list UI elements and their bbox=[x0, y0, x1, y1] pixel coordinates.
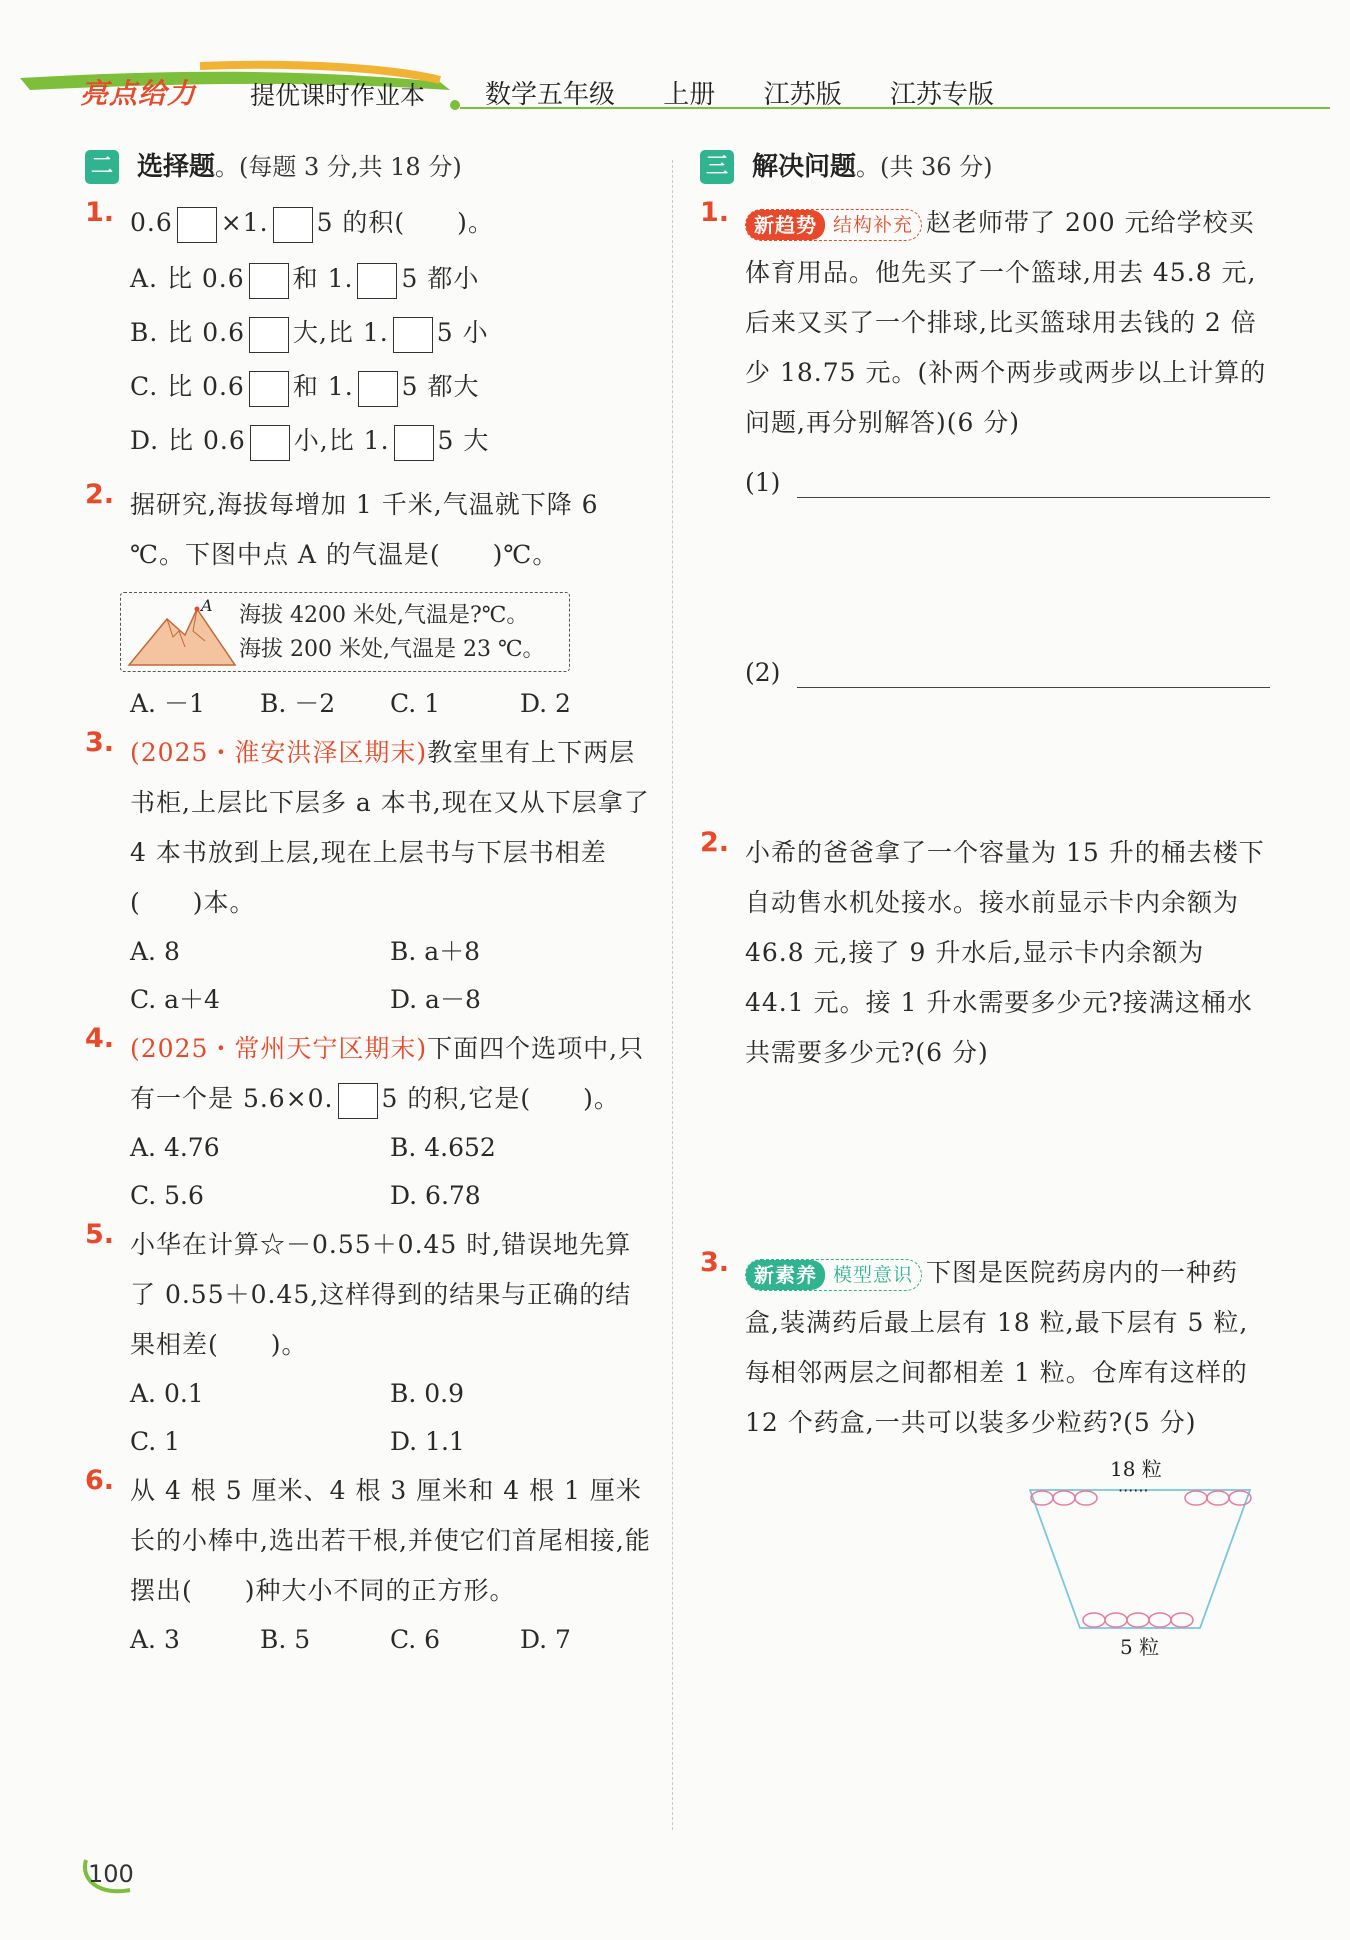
stem-part: ×1. bbox=[220, 208, 269, 237]
answer-label: (1) bbox=[745, 468, 781, 497]
bottom-pills bbox=[1083, 1613, 1193, 1627]
question-number: 2. bbox=[700, 827, 730, 858]
solve-question-3 bbox=[700, 1248, 1270, 1665]
stem-text: 下面四个选项中,只有一个是 5.6×0. bbox=[130, 1034, 645, 1113]
option-a[interactable]: A. －1 bbox=[130, 689, 205, 718]
option-a[interactable]: A. 3 bbox=[130, 1625, 180, 1654]
option-b bbox=[130, 308, 655, 358]
option-text: 和 1. bbox=[292, 264, 354, 293]
question-1 bbox=[85, 198, 655, 466]
meta-special: 江苏专版 bbox=[889, 80, 994, 110]
blank-box[interactable] bbox=[249, 371, 289, 407]
option-row bbox=[130, 1418, 655, 1466]
answer-rule[interactable] bbox=[797, 468, 1270, 498]
question-stem bbox=[745, 198, 1270, 448]
point-a-label: A bbox=[201, 597, 213, 615]
option-a[interactable]: A. 0.1 bbox=[130, 1379, 204, 1408]
question-6 bbox=[85, 1466, 655, 1664]
header-meta bbox=[485, 74, 1024, 111]
mountain-icon bbox=[127, 597, 237, 669]
stem-text: 5 的积,它是( )。 bbox=[381, 1084, 620, 1113]
option-text: C. 比 0.6 bbox=[130, 372, 245, 401]
mountain-figure bbox=[120, 592, 570, 672]
stem-part: 0.6 bbox=[130, 208, 173, 237]
left-column bbox=[85, 150, 655, 1664]
question-number: 1. bbox=[700, 197, 730, 228]
blank-box[interactable] bbox=[249, 263, 289, 299]
meta-grade: 数学五年级 bbox=[485, 80, 616, 110]
answer-line-1 bbox=[745, 468, 1270, 498]
section-title-choice bbox=[85, 150, 655, 184]
option-a[interactable]: A. 8 bbox=[130, 937, 180, 966]
option-text: D. 比 0.6 bbox=[130, 426, 246, 455]
option-text: B. 比 0.6 bbox=[130, 318, 245, 347]
option-text: A. 比 0.6 bbox=[130, 264, 245, 293]
option-b[interactable]: B. －2 bbox=[260, 689, 336, 718]
option-d[interactable]: D. 1.1 bbox=[390, 1427, 465, 1456]
question-number: 3. bbox=[85, 727, 115, 758]
option-text: 5 都小 bbox=[401, 264, 480, 293]
option-d[interactable]: D. 2 bbox=[520, 689, 571, 718]
option-d[interactable]: D. 6.78 bbox=[390, 1181, 481, 1210]
question-number: 3. bbox=[700, 1247, 730, 1278]
pill-box-figure bbox=[1010, 1458, 1270, 1658]
page-number: 100 bbox=[88, 1860, 134, 1888]
source-note: (2025・常州天宁区期末) bbox=[130, 1034, 428, 1063]
answer-space[interactable] bbox=[745, 498, 1270, 638]
question-3 bbox=[85, 728, 655, 1024]
option-text: 5 都大 bbox=[401, 372, 480, 401]
figure-line-2: 海拔 200 米处,气温是 23 ℃。 bbox=[239, 637, 545, 662]
blank-box[interactable] bbox=[393, 317, 433, 353]
question-stem bbox=[130, 1024, 655, 1124]
question-2 bbox=[85, 480, 655, 728]
blank-box[interactable] bbox=[338, 1083, 378, 1119]
option-c[interactable]: C. 1 bbox=[130, 1427, 181, 1456]
question-stem bbox=[745, 1248, 1270, 1448]
blank-box[interactable] bbox=[394, 425, 434, 461]
question-number: 6. bbox=[85, 1465, 115, 1496]
question-number: 4. bbox=[85, 1023, 115, 1054]
option-row bbox=[130, 976, 655, 1024]
stem-text: 赵老师带了 200 元给学校买体育用品。他先买了一个篮球,用去 45.8 元,后来又买了一个排球,比买篮球用去钱的 2 倍少 18.75 元。(补两个两步或两步以上计算的问题,再分别解答)(6 分) bbox=[745, 208, 1267, 437]
option-c[interactable]: C. 5.6 bbox=[130, 1181, 204, 1210]
literacy-tag bbox=[745, 1259, 922, 1291]
stem-part: 5 的积( )。 bbox=[316, 208, 494, 237]
tag-sub: 结构补充 bbox=[833, 213, 914, 236]
option-row bbox=[130, 1124, 655, 1172]
meta-edition: 江苏版 bbox=[763, 80, 842, 110]
option-a[interactable]: A. 4.76 bbox=[130, 1133, 220, 1162]
option-row bbox=[130, 680, 655, 728]
page-header bbox=[0, 60, 1350, 120]
blank-box[interactable] bbox=[249, 317, 289, 353]
solve-question-2 bbox=[700, 828, 1270, 1078]
stem-text: 教室里有上下两层书柜,上层比下层多 a 本书,现在又从下层拿了 4 本书放到上层,现在上层书与下层书相差( )本。 bbox=[130, 738, 650, 917]
option-row bbox=[130, 928, 655, 976]
ellipsis-dots: ······ bbox=[1118, 1481, 1149, 1500]
section-heading: 选择题 bbox=[137, 152, 216, 182]
option-text: 小,比 1. bbox=[293, 426, 390, 455]
option-text: 大,比 1. bbox=[292, 318, 389, 347]
trapezoid-outline bbox=[1030, 1490, 1250, 1628]
option-c bbox=[130, 362, 655, 412]
trend-tag bbox=[745, 209, 922, 241]
section-badge: 三 bbox=[700, 150, 734, 184]
option-row bbox=[130, 1370, 655, 1418]
option-b[interactable]: B. a＋8 bbox=[390, 937, 481, 966]
figure-line-1: 海拔 4200 米处,气温是?℃。 bbox=[239, 603, 529, 628]
question-stem bbox=[130, 198, 655, 248]
option-c[interactable]: C. 1 bbox=[390, 689, 441, 718]
blank-box[interactable] bbox=[250, 425, 290, 461]
question-stem: 小希的爸爸拿了一个容量为 15 升的桶去楼下自动售水机处接水。接水前显示卡内余额为 46.8 元,接了 9 升水后,显示卡内余额为 44.1 元。接 1 升水需要多少元?接满这桶水共需要多少元?(6 分) bbox=[745, 838, 1265, 1067]
brand-logo-text: 亮点给力 bbox=[80, 77, 197, 110]
section-heading: 解决问题 bbox=[752, 152, 857, 182]
section-note: 。(每题 3 分,共 18 分) bbox=[215, 153, 462, 181]
question-stem: 小华在计算☆－0.55＋0.45 时,错误地先算了 0.55＋0.45,这样得到的结果与正确的结果相差( )。 bbox=[130, 1230, 632, 1359]
section-note: 。(共 36 分) bbox=[856, 153, 993, 181]
question-number: 5. bbox=[85, 1219, 115, 1250]
question-number: 1. bbox=[85, 197, 115, 228]
right-column bbox=[700, 150, 1270, 1665]
option-row bbox=[130, 1172, 655, 1220]
blank-box[interactable] bbox=[357, 263, 397, 299]
option-c[interactable]: C. a＋4 bbox=[130, 985, 220, 1014]
blank-box[interactable] bbox=[358, 371, 398, 407]
option-b[interactable]: B. 4.652 bbox=[390, 1133, 496, 1162]
answer-line-2 bbox=[745, 658, 1270, 688]
option-d[interactable]: D. a－8 bbox=[390, 985, 481, 1014]
question-4 bbox=[85, 1024, 655, 1220]
question-stem: 据研究,海拔每增加 1 千米,气温就下降 6 ℃。下图中点 A 的气温是( )℃。 bbox=[130, 490, 599, 569]
source-note: (2025・淮安洪泽区期末) bbox=[130, 738, 428, 767]
option-d[interactable]: D. 7 bbox=[520, 1625, 571, 1654]
option-a bbox=[130, 254, 655, 304]
option-row bbox=[130, 1616, 655, 1664]
meta-volume: 上册 bbox=[663, 80, 716, 110]
top-count-label: 18 粒 bbox=[1110, 1458, 1162, 1481]
column-divider bbox=[672, 160, 673, 1830]
bottom-count-label: 5 粒 bbox=[1120, 1635, 1160, 1658]
section-badge: 二 bbox=[85, 150, 119, 184]
tag-label: 新趋势 bbox=[746, 210, 825, 240]
solve-question-1 bbox=[700, 198, 1270, 688]
option-b[interactable]: B. 5 bbox=[260, 1625, 311, 1654]
answer-rule[interactable] bbox=[797, 658, 1270, 688]
section-title-solve bbox=[700, 150, 1270, 184]
option-b[interactable]: B. 0.9 bbox=[390, 1379, 465, 1408]
stem-text: 下图是医院药房内的一种药盒,装满药后最上层有 18 粒,最下层有 5 粒,每相邻两层之间都相差 1 粒。仓库有这样的 12 个药盒,一共可以装多少粒药?(5 分) bbox=[745, 1258, 1249, 1437]
option-c[interactable]: C. 6 bbox=[390, 1625, 441, 1654]
question-stem bbox=[130, 728, 655, 928]
option-text: 5 小 bbox=[436, 318, 489, 347]
question-5 bbox=[85, 1220, 655, 1466]
blank-box[interactable] bbox=[273, 207, 313, 243]
tag-label: 新素养 bbox=[746, 1260, 825, 1290]
tag-sub: 模型意识 bbox=[833, 1263, 914, 1286]
question-number: 2. bbox=[85, 479, 115, 510]
question-stem: 从 4 根 5 厘米、4 根 3 厘米和 4 根 1 厘米长的小棒中,选出若干根,并使它们首尾相接,能摆出( )种大小不同的正方形。 bbox=[130, 1476, 651, 1605]
option-text: 和 1. bbox=[292, 372, 354, 401]
blank-box[interactable] bbox=[177, 207, 217, 243]
brand-subtitle: 提优课时作业本 bbox=[250, 81, 426, 110]
option-d bbox=[130, 416, 655, 466]
option-text: 5 大 bbox=[437, 426, 490, 455]
answer-label: (2) bbox=[745, 658, 781, 687]
